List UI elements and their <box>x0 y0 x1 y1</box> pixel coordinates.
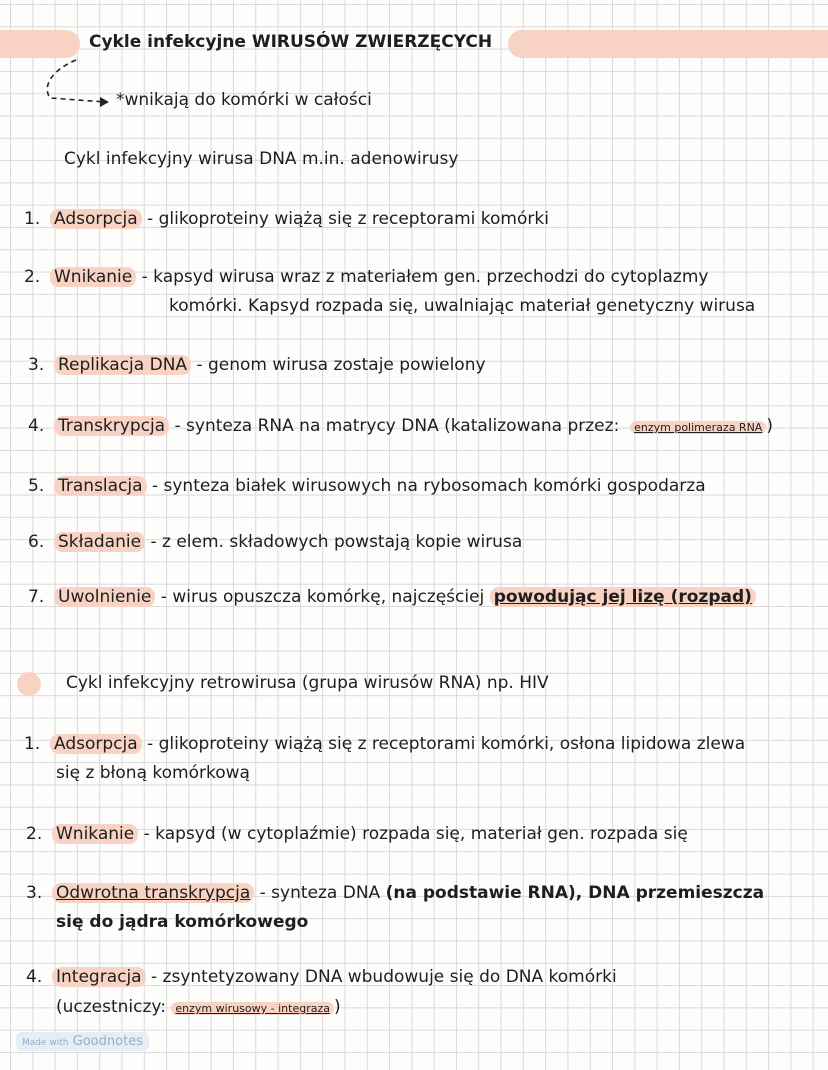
dna-step-2-cont: komórki. Kapsyd rozpada się, uwalniając materiał genetyczny wirusa <box>169 296 756 316</box>
step-term: Adsorpcja <box>50 209 142 229</box>
step-term: Wnikanie <box>50 267 136 287</box>
retro-step-3-cont: się do jądra komórkowego <box>56 912 309 932</box>
dna-heading: Cykl infekcyjny wirusa DNA m.in. adenowirusy <box>64 149 459 169</box>
note-text: *wnikają do komórki w całości <box>116 90 372 110</box>
retro-step-1-cont: się z błoną komórkową <box>56 763 250 783</box>
step-term: Replikacja DNA <box>54 355 191 375</box>
dna-step-2: 2. Wnikanie - kapsyd wirusa wraz z materiałem gen. przechodzi do cytoplazmy <box>24 267 709 287</box>
enzyme-note: enzym polimeraza RNA <box>630 421 766 434</box>
title-highlight-left <box>0 30 80 58</box>
dashed-arrow-icon <box>40 56 120 112</box>
dna-step-5: 5. Translacja - synteza białek wirusowych na rybosomach komórki gospodarza <box>28 476 706 496</box>
step-term: Adsorpcja <box>50 734 142 754</box>
step-term: Odwrotna transkrypcja <box>52 883 254 903</box>
integrase-note: enzym wirusowy - integraza <box>171 1002 334 1015</box>
goodnotes-watermark: Made with Goodnotes <box>16 1032 149 1051</box>
retro-step-1: 1. Adsorpcja - glikoproteiny wiążą się z receptorami komórki, osłona lipidowa zlewa <box>24 734 746 754</box>
step-term: Uwolnienie <box>54 587 155 607</box>
step-term: Translacja <box>54 476 147 496</box>
dna-step-4: 4. Transkrypcja - synteza RNA na matrycy DNA (katalizowana przez: enzym polimeraza RNA ) <box>28 416 773 436</box>
step-term: Wnikanie <box>52 824 138 844</box>
page-title: Cykle infekcyjne WIRUSÓW ZWIERZĘCYCH <box>89 32 493 52</box>
dna-step-6: 6. Składanie - z elem. składowych powstają kopie wirusa <box>28 532 523 552</box>
title-highlight-right <box>508 30 828 58</box>
step-term: Transkrypcja <box>54 416 169 436</box>
retro-step-4-cont: (uczestniczy: enzym wirusowy - integraza ) <box>56 997 341 1017</box>
section-bullet <box>17 672 41 696</box>
dna-step-7: 7. Uwolnienie - wirus opuszcza komórkę, najczęściej powodując jej lizę (rozpad) <box>28 587 756 607</box>
step-term: Integracja <box>52 967 146 987</box>
retro-step-4: 4. Integracja - zsyntetyzowany DNA wbudowuje się do DNA komórki <box>26 967 617 987</box>
retro-step-2: 2. Wnikanie - kapsyd (w cytoplaźmie) rozpada się, materiał gen. rozpada się <box>26 824 688 844</box>
retro-heading: Cykl infekcyjny retrowirusa (grupa wirusów RNA) np. HIV <box>66 673 549 693</box>
retro-step-3: 3. Odwrotna transkrypcja - synteza DNA (na podstawie RNA), DNA przemieszcza <box>26 883 765 903</box>
lysis-emphasis: powodując jej lizę (rozpad) <box>490 587 756 607</box>
title-bar <box>0 30 828 58</box>
dna-step-1: 1. Adsorpcja - glikoproteiny wiążą się z receptorami komórki <box>24 209 549 229</box>
step-term: Składanie <box>54 532 145 552</box>
dna-step-3: 3. Replikacja DNA - genom wirusa zostaje powielony <box>28 355 486 375</box>
